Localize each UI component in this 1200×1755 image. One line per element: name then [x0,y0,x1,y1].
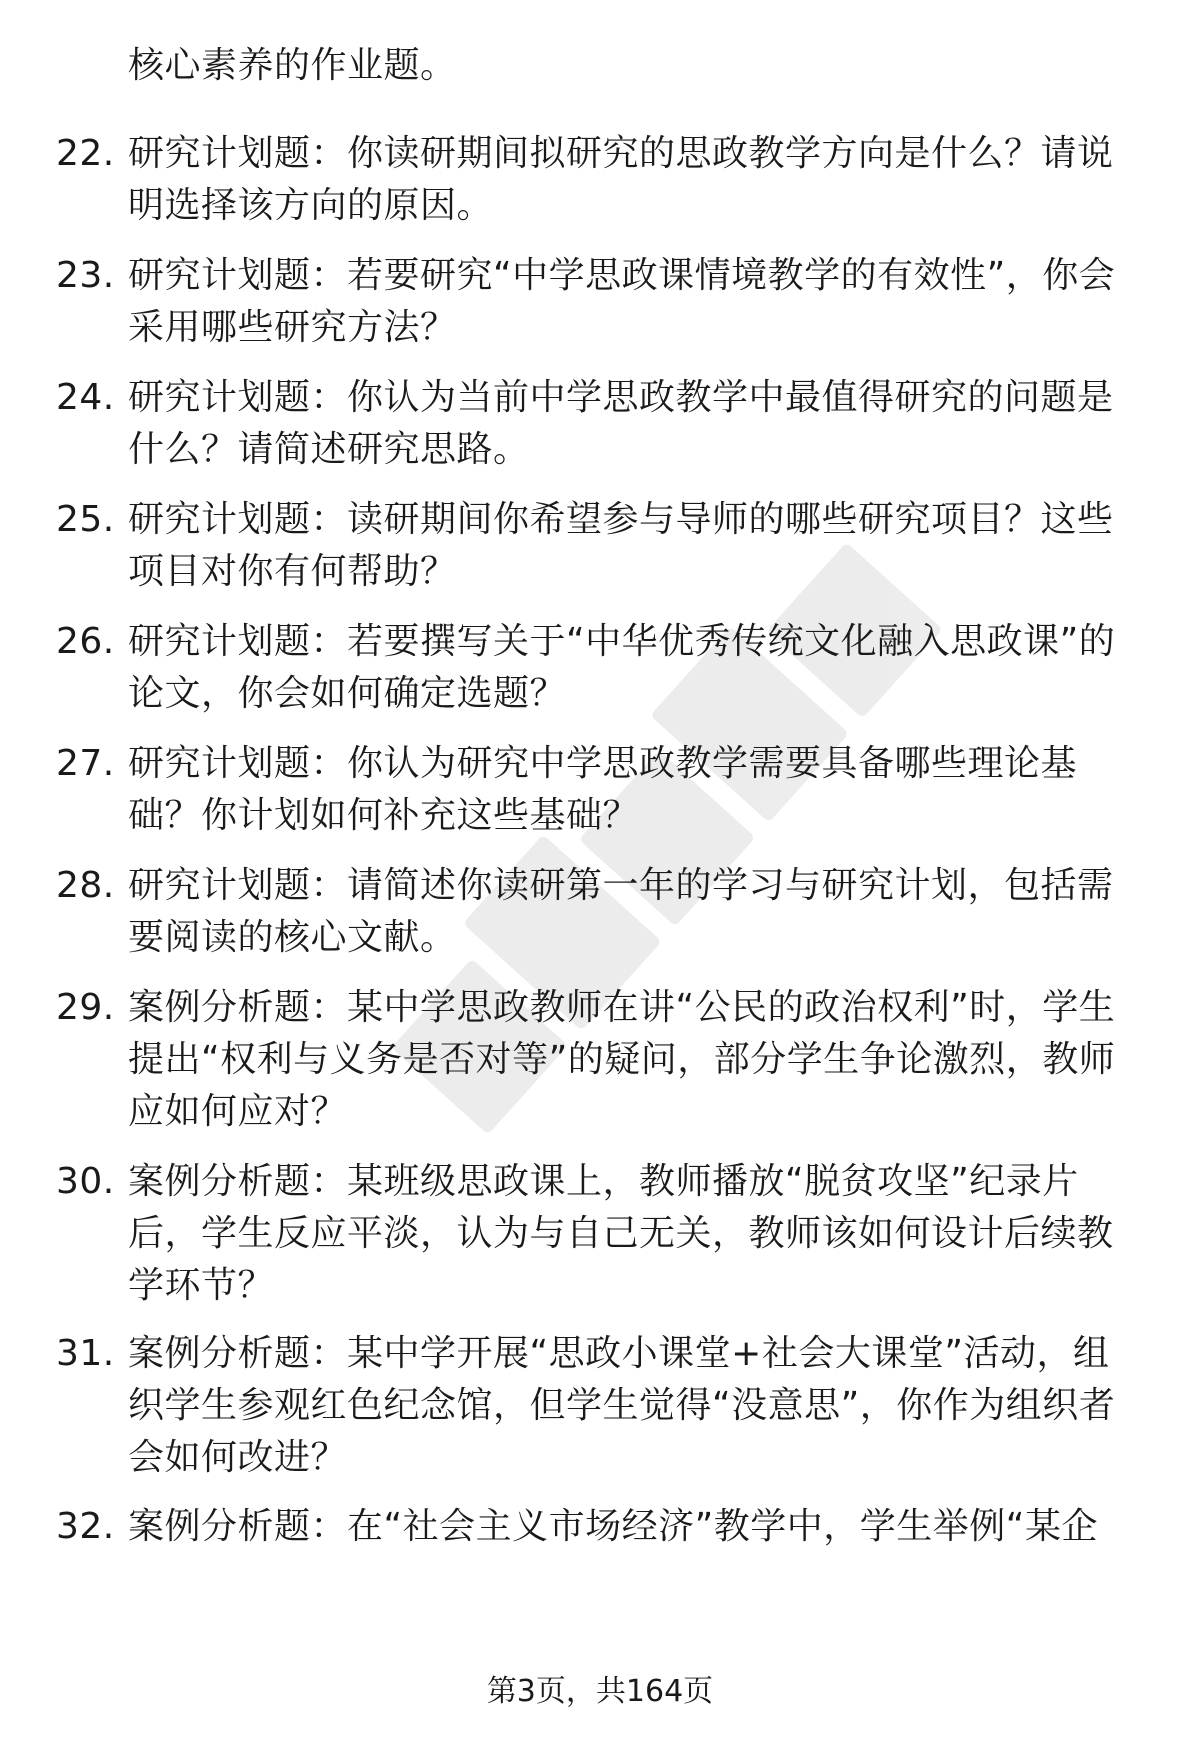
question-number: 29. [56,987,115,1028]
question-text: 研究计划题：若要研究“中学思政课情境教学的有效性”，你会采用哪些研究方法？ [128,255,1116,348]
question-number: 25. [56,499,115,540]
question-text: 研究计划题：读研期间你希望参与导师的哪些研究项目？这些项目对你有何帮助？ [128,499,1114,592]
question-number: 22. [56,133,115,174]
question-text: 案例分析题：某中学开展“思政小课堂+社会大课堂”活动，组织学生参观红色纪念馆，但学生觉得“没意思”，你作为组织者会如何改进？ [128,1333,1116,1478]
question-text: 研究计划题：若要撰写关于“中华优秀传统文化融入思政课”的论文，你会如何确定选题？ [128,621,1116,714]
question-text: 研究计划题：你认为当前中学思政教学中最值得研究的问题是什么？请简述研究思路。 [128,377,1114,470]
question-text: 研究计划题：你读研期间拟研究的思政教学方向是什么？请说明选择该方向的原因。 [128,133,1114,226]
question-number: 27. [56,743,115,784]
question-number: 28. [56,865,115,906]
question-text: 案例分析题：某班级思政课上，教师播放“脱贫攻坚”纪录片后，学生反应平淡，认为与自己无关，教师该如何设计后续教学环节？ [128,1161,1114,1306]
question-text: 案例分析题：在“社会主义市场经济”教学中，学生举例“某企 [128,1506,1098,1547]
question-number: 23. [56,255,115,296]
question-number: 31. [56,1333,115,1374]
question-text: 研究计划题：你认为研究中学思政教学需要具备哪些理论基础？你计划如何补充这些基础？ [128,743,1078,836]
question-text: 案例分析题：某中学思政教师在讲“公民的政治权利”时，学生提出“权利与义务是否对等”的疑问，部分学生争论激烈，教师应如何应对？ [128,987,1116,1132]
page-footer: 第3页，共164页 [486,1674,714,1709]
question-number: 32. [56,1506,115,1547]
continuation-text: 核心素养的作业题。 [128,45,457,86]
question-text: 研究计划题：请简述你读研第一年的学习与研究计划，包括需要阅读的核心文献。 [128,865,1114,958]
question-number: 26. [56,621,115,662]
question-number: 30. [56,1161,115,1202]
question-number: 24. [56,377,115,418]
